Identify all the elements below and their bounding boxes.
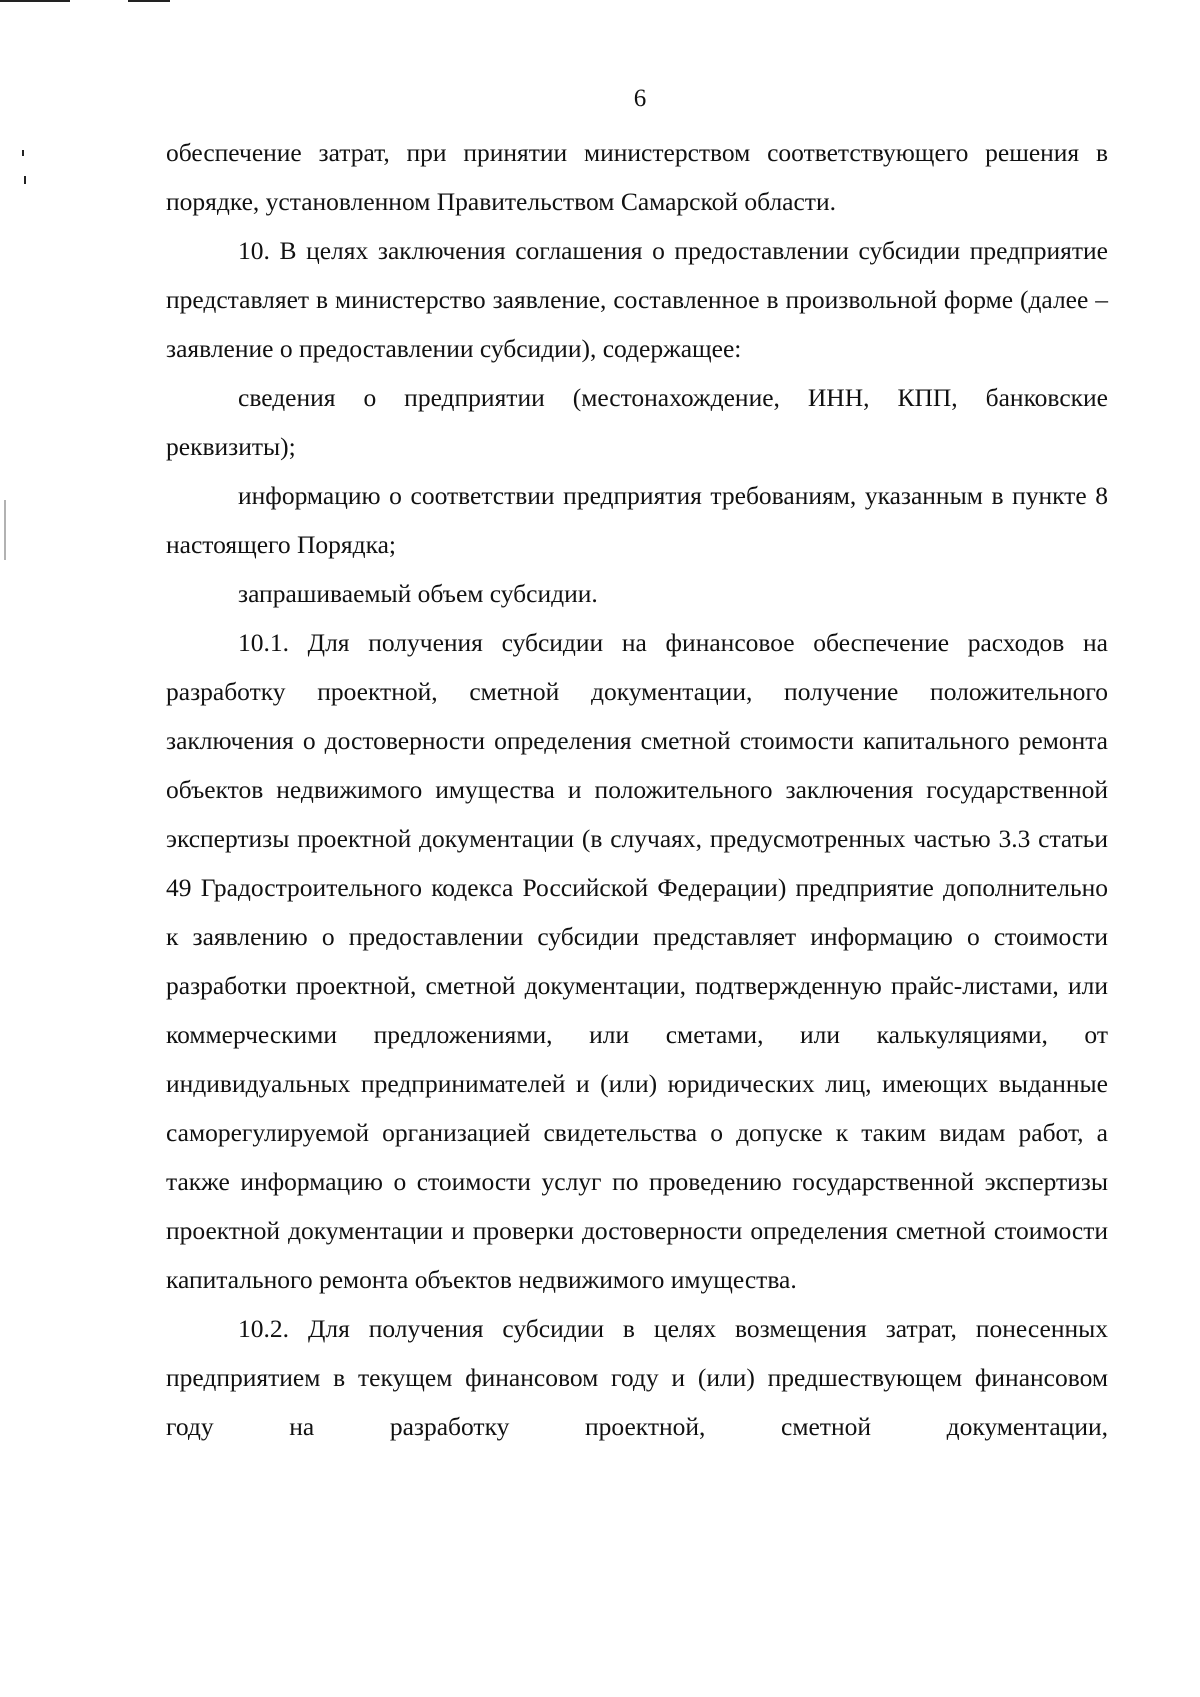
scan-mark-top-left bbox=[0, 0, 70, 2]
page-number: 6 bbox=[633, 85, 647, 112]
paragraph-clause-10-2: 10.2. Для получения субсидии в целях возмещения затрат, понесенных предприятием в текущем финансовом году и (или) предшествующем финансовом году на разработку проектной, сметной документации, bbox=[166, 1314, 1108, 1441]
document-body bbox=[166, 128, 1108, 1451]
scan-dot bbox=[24, 176, 26, 184]
paragraph-clause-10: 10. В целях заключения соглашения о предоставлении субсидии предприятие представляет в министерство заявление, составленное в произвольной форме (далее – заявление о предоставлении субсидии), содержащее: bbox=[166, 236, 1108, 363]
paragraph-clause-10-1: 10.1. Для получения субсидии на финансовое обеспечение расходов на разработку проектной, сметной документации, получение положительного заключения о достоверности определения сметной стоимости капитального ремонта объектов недвижимого имущества и положительного заключения государственной экспертизы проектной документации (в случаях, предусмотренных частью 3.3 статьи 49 Градостроительного кодекса Российской Федерации) предприятие дополнительно к заявлению о предоставлении субсидии представляет информацию о стоимости разработки проектной, сметной документации, подтвержденную прайс-листами, или коммерческими предложениями, или сметами, или калькуляциями, от индивидуальных предпринимателей и (или) юридических лиц, имеющих выданные саморегулируемой организацией свидетельства о допуске к таким видам работ, а также информацию о стоимости услуг по проведению государственной экспертизы проектной документации и проверки достоверности определения сметной стоимости капитального ремонта объектов недвижимого имущества. bbox=[166, 628, 1108, 1294]
paragraph-list-item-compliance-info: информацию о соответствии предприятия требованиям, указанным в пункте 8 настоящего Порядка; bbox=[166, 481, 1108, 559]
paragraph-list-item-subsidy-amount: запрашиваемый объем субсидии. bbox=[238, 579, 598, 608]
paragraph-list-item-enterprise-info: сведения о предприятии (местонахождение, ИНН, КПП, банковские реквизиты); bbox=[166, 383, 1108, 461]
paragraph-continuation: обеспечение затрат, при принятии министерством соответствующего решения в порядке, установленном Правительством Самарской области. bbox=[166, 138, 1108, 216]
scan-dot bbox=[4, 500, 6, 560]
scan-dot bbox=[22, 150, 24, 156]
scan-mark-top bbox=[128, 0, 170, 2]
